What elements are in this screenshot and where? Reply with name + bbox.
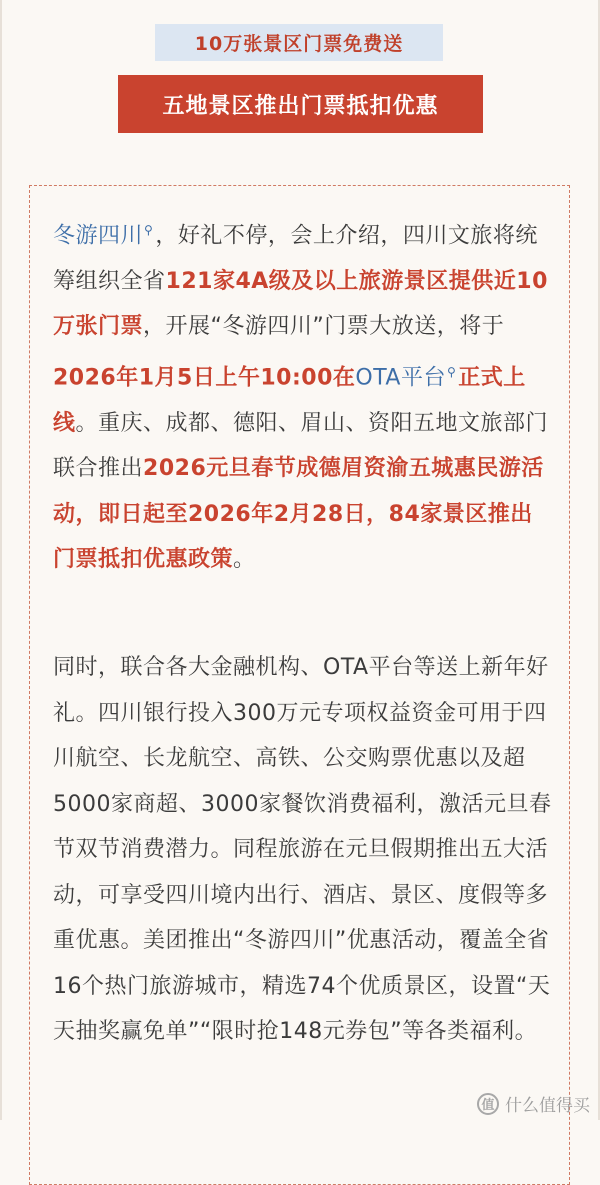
section-title: 五地景区推出门票抵扣优惠 bbox=[162, 93, 439, 119]
watermark-text: 什么值得买 bbox=[505, 1096, 590, 1116]
highlight-text: 正式上线 bbox=[53, 365, 526, 436]
text-run: 。 bbox=[233, 547, 256, 573]
search-icon[interactable]: ⚲ bbox=[144, 223, 154, 237]
page-edge-left bbox=[0, 0, 2, 1120]
article-paragraph-1 bbox=[53, 208, 553, 583]
section-title-banner bbox=[118, 75, 483, 133]
text-run: 。重庆、成都、德阳、眉山、资阳五地文旅部门联合推出 bbox=[53, 410, 549, 482]
highlight-text: 2026年1月5日上午10:00在 bbox=[53, 365, 356, 391]
text-run: ，好礼不停，会上介绍，四川文旅将统筹组织全省 bbox=[53, 223, 538, 294]
topic-link-winter-sichuan[interactable]: 冬游四川 bbox=[53, 223, 144, 249]
highlight-text: 2026元旦春节成德眉资渝五城惠民游活动，即日起至2026年2月28日，84家景区推出门票抵扣优惠政策 bbox=[53, 456, 544, 573]
watermark-logo-icon: 值 bbox=[477, 1093, 499, 1115]
top-banner-title: 10万张景区门票免费送 bbox=[194, 33, 404, 55]
search-icon[interactable]: ⚲ bbox=[446, 364, 457, 379]
highlight-text: 121家4A级及以上旅游景区提供近10万张门票 bbox=[53, 268, 548, 340]
watermark bbox=[477, 1091, 590, 1116]
top-banner bbox=[155, 24, 443, 61]
text-run: ，开展“冬游四川”门票大放送，将于 bbox=[143, 314, 505, 340]
topic-link-ota-platform[interactable]: OTA平台 bbox=[355, 365, 446, 391]
article-paragraph-2: 同时，联合各大金融机构、OTA平台等送上新年好礼。四川银行投入300万元专项权益资金可用于四川航空、长龙航空、高铁、公交购票优惠以及超5000家商超、3000家餐饮消费福利，激活元旦春节双节消费潜力。同程旅游在元旦假期推出五大活动，可享受四川境内出行、酒店、景区、度假等多重优惠。美团推出“冬游四川”优惠活动，覆盖全省16个热门旅游城市，精选74个优质景区，设置“天天抽奖赢免单”“限时抢148元券包”等各类福利。 bbox=[53, 655, 552, 1044]
